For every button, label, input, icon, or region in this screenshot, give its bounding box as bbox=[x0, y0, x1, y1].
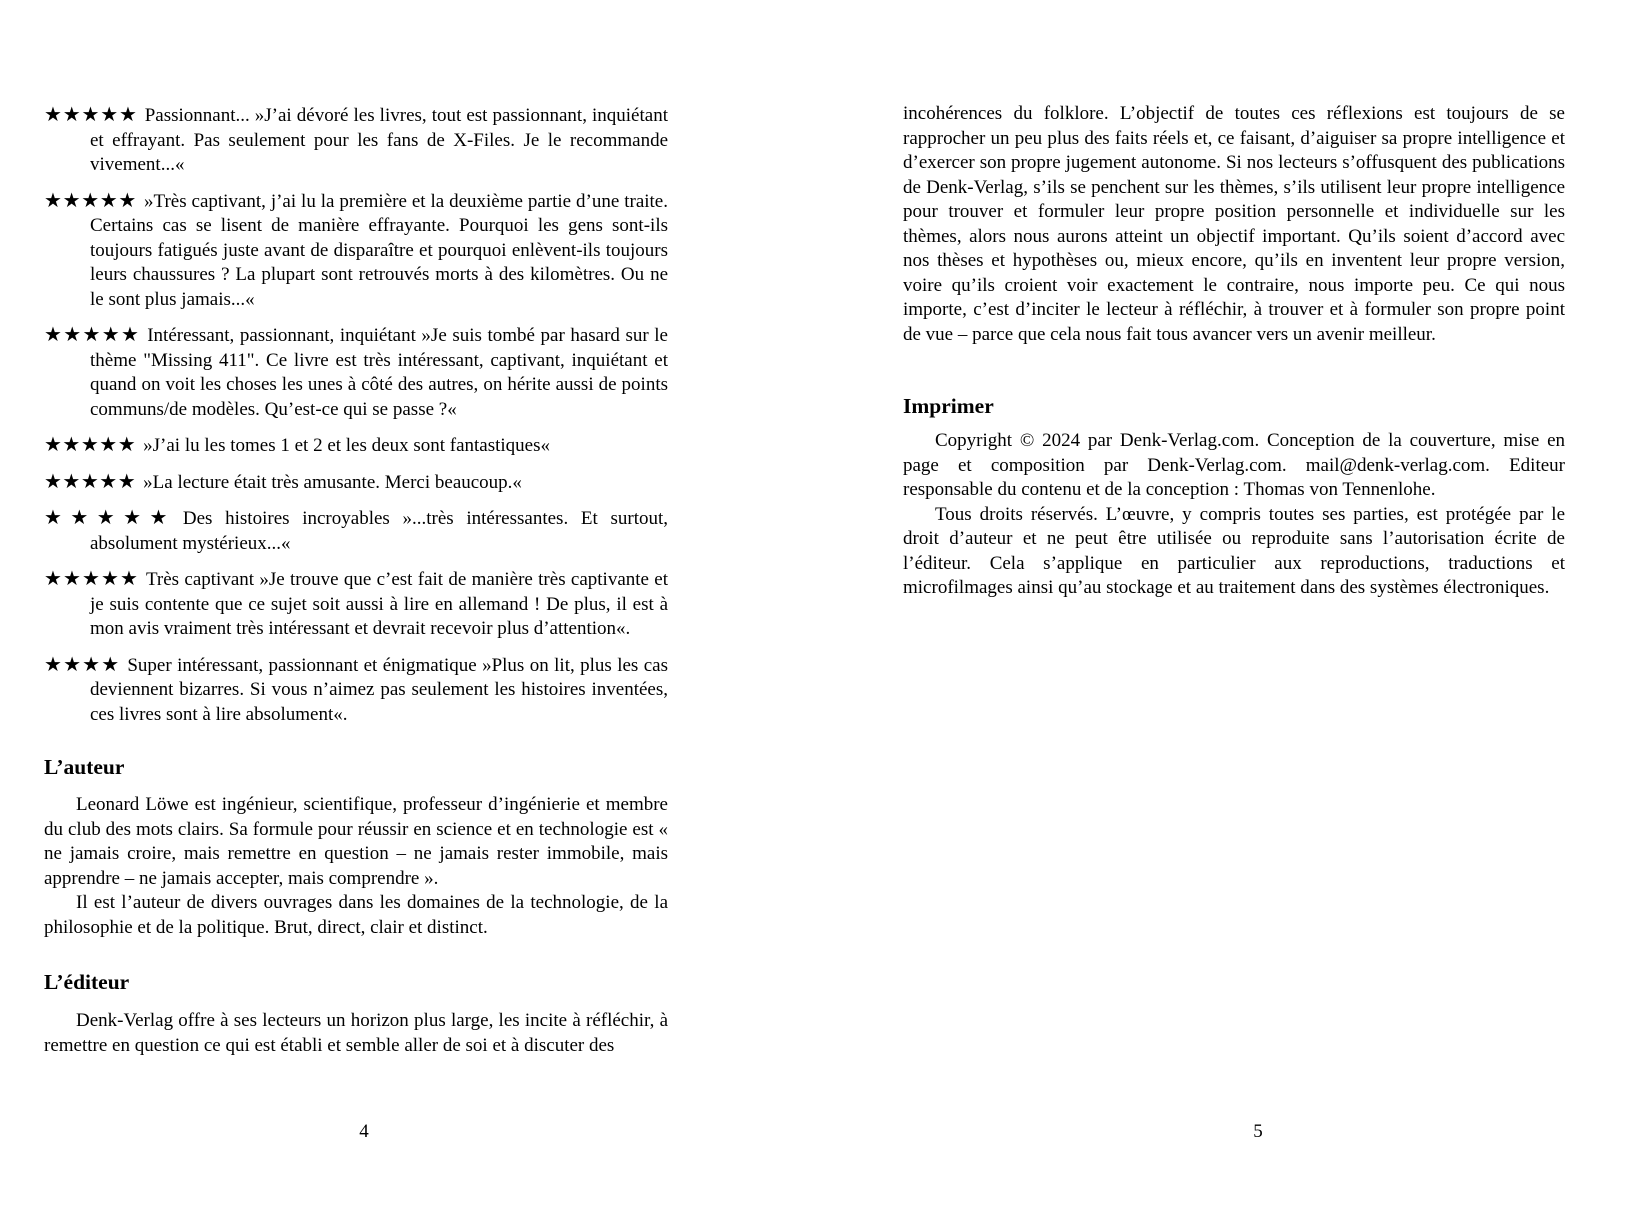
star-rating: ★★★★ bbox=[44, 651, 121, 676]
star-rating: ★★★★★ bbox=[44, 322, 141, 346]
review-item bbox=[44, 469, 668, 496]
page-number-right: 5 bbox=[1253, 1121, 1263, 1142]
review-item bbox=[44, 102, 668, 178]
star-rating: ★★★★★ bbox=[44, 566, 139, 590]
review-text: »J’ai lu les tomes 1 et 2 et les deux sont fantastiques« bbox=[143, 435, 550, 456]
star-rating: ★★★★★ bbox=[44, 102, 138, 126]
review-item bbox=[44, 188, 668, 313]
review-text: Passionnant... »J’ai dévoré les livres, tout est passionnant, inquiétant et effrayant. Pas seulement pour les fans de X-Files. Je le recommande vivement...« bbox=[90, 105, 668, 175]
author-section-heading: L’auteur bbox=[44, 755, 125, 779]
review-item bbox=[44, 566, 668, 642]
review-text: Très captivant »Je trouve que c’est fait de manière très captivante et je suis contente que ce sujet soit aussi à lire en allemand ! De plus, il est à mon avis vraiment très intéressant et devrait recevoir plus d’attention«. bbox=[90, 569, 668, 639]
editor-continuation-paragraph: incohérences du folklore. L’objectif de toutes ces réflexions est toujours de se rapprocher un peu plus des faits réels et, ce faisant, d’aiguiser sa propre intelligence et d’exercer son propre jugement autonome. Si nos lecteurs s’offusquent des publications de Denk-Verlag, s’ils se penchent sur les thèmes, s’ils utilisent leur propre intelligence pour trouver et formuler leur propre position personnelle et individuelle sur les thèmes, alors nous aurons atteint un objectif important. Qu’ils soient d’accord avec nos thèses et hypothèses ou, mieux encore, qu’ils en inventent leur propre version, voire qu’ils croient voir exactement le contraire, nous importe peu. Ce qui nous importe, c’est d’inciter le lecteur à réfléchir, à trouver et à formuler son propre point de vue – parce que cela nous fait tous avancer vers un avenir meilleur. bbox=[903, 103, 1565, 345]
imprint-paragraph: Copyright © 2024 par Denk-Verlag.com. Conception de la couverture, mise en page et composition par Denk-Verlag.com. mail@denk-verlag.com. Editeur responsable du contenu et de la conception : Thomas von Tennenlohe. bbox=[903, 430, 1565, 500]
review-text: Des histoires incroyables »...très intéressantes. Et surtout, absolument mystérieux...« bbox=[90, 508, 669, 554]
star-rating: ★★★★★ bbox=[44, 432, 137, 456]
page-number-left: 4 bbox=[359, 1121, 369, 1142]
review-item bbox=[44, 505, 668, 556]
review-text: »Très captivant, j’ai lu la première et la deuxième partie d’une traite. Certains cas se lisent de manière effrayante. Pourquoi les gens sont-ils toujours fatigués juste avant de disparaître et pourquoi enlèvent-ils toujours leurs chaussures ? La plupart sont retrouvés morts à des kilomètres. Ou ne le sont plus jamais...« bbox=[90, 190, 668, 310]
page-5-text-block bbox=[903, 102, 1565, 601]
editor-paragraph: Denk-Verlag offre à ses lecteurs un horizon plus large, les incite à réfléchir, à remettre en question ce qui est établi et semble aller de soi et à discuter des bbox=[44, 1010, 668, 1056]
review-text: Intéressant, passionnant, inquiétant »Je suis tombé par hasard sur le thème "Missing 411". Ce livre est très intéressant, captivant, inquiétant et quand on voit les choses les unes à côté des autres, on hérite aussi de points communs/de modèles. Qu’est-ce qui se passe ?« bbox=[90, 325, 668, 420]
star-rating: ★★★★★ bbox=[44, 468, 137, 493]
page-4-text-block bbox=[44, 102, 668, 1058]
author-paragraph: Leonard Löwe est ingénieur, scientifique, professeur d’ingénierie et membre du club des mots clairs. Sa formule pour réussir en science et en technologie est « ne jamais croire, mais remettre en question – ne jamais rester immobile, mais apprendre – ne jamais accepter, mais comprendre ». bbox=[44, 794, 668, 889]
review-item bbox=[44, 322, 668, 422]
review-text: »La lecture était très amusante. Merci beaucoup.« bbox=[143, 471, 522, 493]
review-item bbox=[44, 432, 668, 459]
review-item bbox=[44, 652, 668, 728]
editor-section-heading: L’éditeur bbox=[44, 970, 130, 994]
review-text: Super intéressant, passionnant et énigmatique »Plus on lit, plus les cas deviennent bizarres. Si vous n’aimez pas seulement les histoires inventées, ces livres sont à lire absolument«. bbox=[90, 654, 668, 725]
star-rating: ★★★★★ bbox=[44, 505, 176, 529]
imprint-paragraph: Tous droits réservés. L’œuvre, y compris toutes ses parties, est protégée par le droit d’auteur et ne peut être utilisée ou reproduite sans l’autorisation écrite de l’éditeur. Cela s’applique en particulier aux reproductions, traductions et microfilmages ainsi qu’au stockage et au traitement dans des systèmes électroniques. bbox=[903, 503, 1565, 598]
imprint-section-heading: Imprimer bbox=[903, 394, 994, 418]
author-paragraph: Il est l’auteur de divers ouvrages dans les domaines de la technologie, de la philosophie et de la politique. Brut, direct, clair et distinct. bbox=[44, 892, 668, 938]
star-rating: ★★★★★ bbox=[44, 187, 137, 212]
